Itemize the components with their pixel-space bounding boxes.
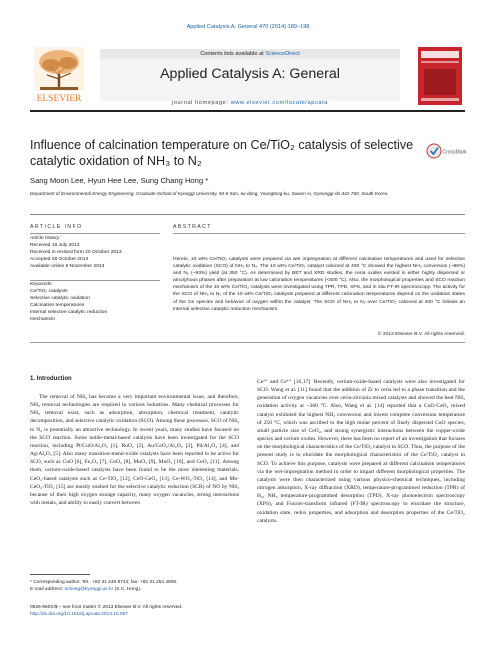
contents-banner (100, 49, 400, 59)
history-item: Received in revised form 20 October 2013 (30, 249, 122, 255)
email-prefix: E-mail address: (30, 587, 65, 593)
article-info-heading: ARTICLE INFO (30, 224, 83, 230)
abstract-bottom-divider (30, 342, 465, 343)
contents-prefix: Contents lists available at (200, 51, 266, 57)
keywords-heading: Keywords: (30, 282, 53, 287)
author-list: Sang Moon Lee, Hyun Hee Lee, Sung Chang Hong * (30, 176, 209, 185)
abstract-divider (173, 233, 465, 234)
crossmark-badge[interactable] (426, 139, 467, 163)
keywords-divider (30, 280, 160, 281)
copyright-notice: © 2013 Elsevier B.V. All rights reserved. (377, 332, 465, 337)
issn-block (30, 604, 245, 618)
issn-line: 0926-860X/$ – see front matter © 2013 Elsevier B.V. All rights reserved. (30, 605, 183, 610)
keyword-item: Selective catalytic oxidation (30, 295, 90, 301)
email-line (30, 586, 245, 593)
homepage-link[interactable]: www.elsevier.com/locate/apcata (230, 100, 328, 106)
homepage-prefix: journal homepage: (172, 100, 231, 106)
elsevier-tree-icon (30, 45, 88, 107)
corresponding-author-note: * Corresponding author. Tel.: +82 31 249 9744; fax: +82 31 254 4905. (30, 580, 178, 585)
journal-reference[interactable]: Applied Catalysis A: General 470 (2014) 189–198 (186, 24, 310, 30)
article-history (30, 236, 160, 271)
journal-homepage (100, 100, 400, 106)
abstract-text: Herein, 10 wt% Ce/TiO₂ catalysts were prepared via wet impregnation at different calcination temperatures and used for selective catalytic oxidation (SCO) of NH₃ to N₂. The 10 wt% Ce/TiO₂ catalyst calcined at 400 °C showed the highest NH₃ conversion (~96%) and N₂ (~93%) yield (at 350 °C). As determined by BET and XRD studies, the ceria oxides existed in either highly dispersed or amorphous phases after preparation at low calcination temperatures (<500 °C). Also, the morphological properties and SCO reaction mechanism of the 10 wt% Ce/TiO₂ catalysts were investigated using TPR, TPD, XPS, and in situ FT-IR spectroscopy. The activity for the SCO of NH₃ to N₂ of the 10 wt% Ce/TiO₂ catalysts prepared at different calcination temperatures depend on the oxidation states of the Ce species and behavior of oxygen within the catalyst. The SCO of NH₃ to N₂ over Ce/TiO₂ calcined at 400 °C follows an internal selective catalytic reduction mechanism. (173, 257, 465, 312)
footnote-divider (30, 574, 90, 575)
crossmark-icon (426, 139, 467, 163)
title-line-1: Influence of calcination temperature on Ce/TiO₂ catalysis of selective (30, 138, 414, 152)
history-item: Received 18 July 2013 (30, 242, 80, 248)
article-info-divider (30, 233, 160, 234)
affiliation-divider (30, 214, 465, 215)
footnotes (30, 579, 245, 593)
doi-link[interactable]: http://dx.doi.org/10.1016/j.apcata.2013.10.057 (30, 612, 128, 618)
keyword-item: Ce/TiO₂ catalysts (30, 288, 68, 294)
keyword-item: Internal selective catalytic reduction (30, 309, 108, 315)
history-item: Accepted 28 October 2013 (30, 256, 89, 262)
keyword-item: Calcination temperatures (30, 302, 85, 308)
abstract-heading: ABSTRACT (173, 224, 212, 230)
history-heading: Article history: (30, 236, 61, 241)
journal-cover-thumbnail (418, 47, 462, 105)
body-column-left: The removal of NH₃ has become a very important environmental issue, and therefore, NH₃ removal technologies are required in various industries. Many chemical processes for NH₃ removal exist, such as adsorption, absorption, chemical treatment, catalytic decomposition, and selective catalytic oxidation (SCO). Among these processes, SCO of NH₃ to N₂ is potentially an attractive technology. In recent years, many studies have focused on the SCO reaction. Some noble-metal-based catalysts have been investigated for the SCO reaction, including Pt/CuO/Al₂O₃ [1], RuO₂ [2], Au/CeO₂/Al₂O₃ [3], Pd/Al₂O₃ [4], and Ag/Al₂O₃ [5]. Also many transition-metal-oxide catalysts have been reported to be active for SCO, such as CuO [6], Fe₂O₃ [7], CoO₃ [8], MoO₃ [9], MnO₂ [10], and CeO₂ [11]. Among them, cerium-oxide-based catalysts have been found to be the most interesting materials. CeO₂-based catalysts such as Ce-TiO₂ [12], CeO-CeO₂ [13], Ce-WO₃-TiO₂ [14], and Mn-CeO₂-TiO₂ [15] are mostly studied for the selective catalytic reduction (SCR) of NO by NH₃ because of their high oxygen storage capacity, many oxygen vacancies, strong interactions with metals, and ability to easily convert between (30, 394, 239, 507)
affiliation: Department of Environmental Energy Engineering, Graduate School of Kyonggi University, 94-6 San, Iui-dong, Youngtong-ku, Suwon-si, Gyeonggi-do 442-760, South Korea (30, 191, 388, 196)
elsevier-wordmark: ELSEVIER (36, 94, 82, 104)
email-suffix: (S.C. Hong). (113, 587, 142, 593)
article-title (30, 137, 422, 169)
crossmark-label: CrossMark (442, 149, 467, 156)
body-column-right: Ce³⁺ and Ce⁴⁺ [16,17]. Recently, cerium-oxide-based catalysts were also investigated for SCO. Wang et al. [11] found that the addition of Zr to ceria led to a phase transition and the generation of oxygen vacancies over ceria-zirconia mixed catalysts and showed the best NH₃ oxidation activity at ~360 °C. Also, Wang et al. [14] reported that a CuO-CeO₂ mixed catalyst exhibited the highest NH₃ conversion and lowest complete conversion temperature of 250 °C, which was ascribed to the high molar percent of finely dispersed CuO species, small particle size of CeO₂, and strong synergistic interactions between the copper-oxide species and cerium oxides. However, there has been no report of an investigation that focuses on the morphological characteristics of the Ce/TiO₂ catalyst in SCO. Thus, the purpose of the present study is to elucidate the morphological characteristics of the Ce/TiO₂ catalyst in SCO. To achieve this purpose, catalysts were prepared at different calcination temperatures via the wet-impregnation method in order to impart different morphological properties. The catalysts were then characterized using various physico-chemical techniques, including nitrogen adsorption, X-ray diffraction (XRD), temperature-programmed reduction (TPR) of H₂, NH₃ temperature-programmed desorption (TPD), X-ray photoelectron spectroscopy (XPS), and Fourier-transform infrared (FT-IR) spectroscopy to elucidate the structure, oxidation state, redox properties, and adsorption and desorption properties of the Ce/TiO₂ catalysts. (257, 379, 465, 524)
email-link[interactable]: schong@kyonggi.ac.kr (64, 587, 114, 593)
elsevier-logo (30, 45, 88, 107)
title-line-2: catalytic oxidation of NH₃ to N₂ (30, 154, 202, 168)
history-item: Available online 5 November 2013 (30, 263, 105, 269)
keyword-item: mechanism (30, 316, 56, 322)
journal-title: Applied Catalysis A: General (160, 66, 340, 82)
sciencedirect-link[interactable]: ScienceDirect (265, 51, 300, 57)
keywords (30, 282, 160, 323)
section-heading-introduction: 1. Introduction (30, 376, 72, 382)
header-divider (30, 110, 465, 112)
